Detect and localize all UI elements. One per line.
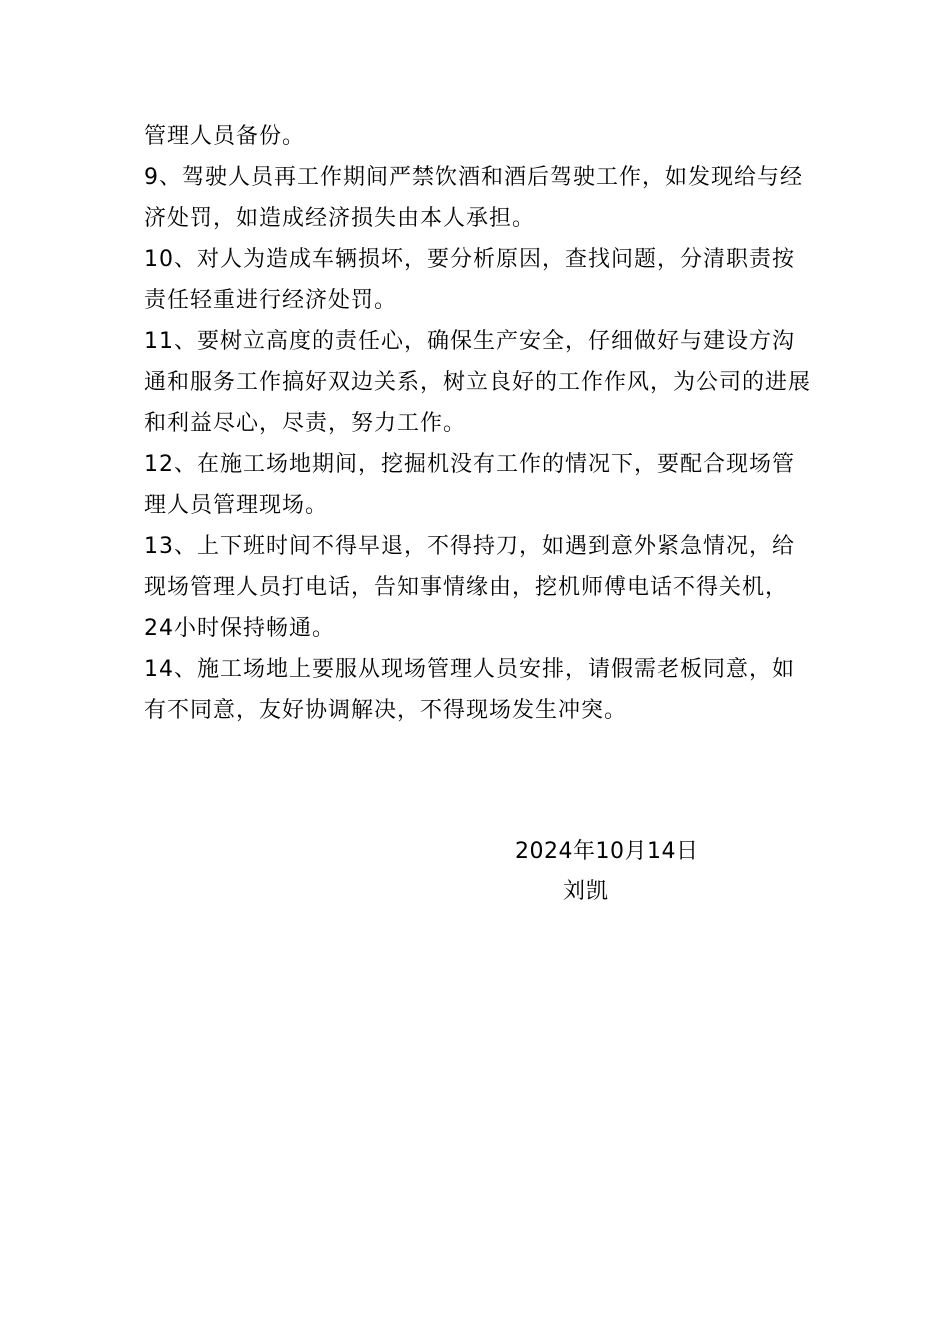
paragraph-rule-12: 12、在施工场地期间，挖掘机没有工作的情况下，要配合现场管理人员管理现场。 xyxy=(144,452,795,518)
paragraph-rule-9: 9、驾驶人员再工作期间严禁饮酒和酒后驾驶工作，如发现给与经济处罚，如造成经济损失由本人承担。 xyxy=(144,165,803,231)
document-signature: 刘凯 xyxy=(563,879,610,904)
paragraph-rule-14: 14、施工场地上要服从现场管理人员安排，请假需老板同意，如有不同意，友好协调解决，不得现场发生冲突。 xyxy=(144,657,795,723)
document-body xyxy=(144,116,814,731)
paragraph-rule-13: 13、上下班时间不得早退，不得持刀，如遇到意外紧急情况，给现场管理人员打电话，告知事情缘由，挖机师傅电话不得关机，24小时保持畅通。 xyxy=(144,534,795,641)
paragraph-rule-11: 11、要树立高度的责任心，确保生产安全，仔细做好与建设方沟通和服务工作搞好双边关系，树立良好的工作作风，为公司的进展和利益尽心，尽责，努力工作。 xyxy=(144,329,812,436)
paragraph-rule-10: 10、对人为造成车辆损坏，要分析原因，查找问题，分清职责按责任轻重进行经济处罚。 xyxy=(144,247,795,313)
paragraph-continuation: 管理人员备份。 xyxy=(144,124,306,149)
document-date: 2024年10月14日 xyxy=(515,839,699,864)
